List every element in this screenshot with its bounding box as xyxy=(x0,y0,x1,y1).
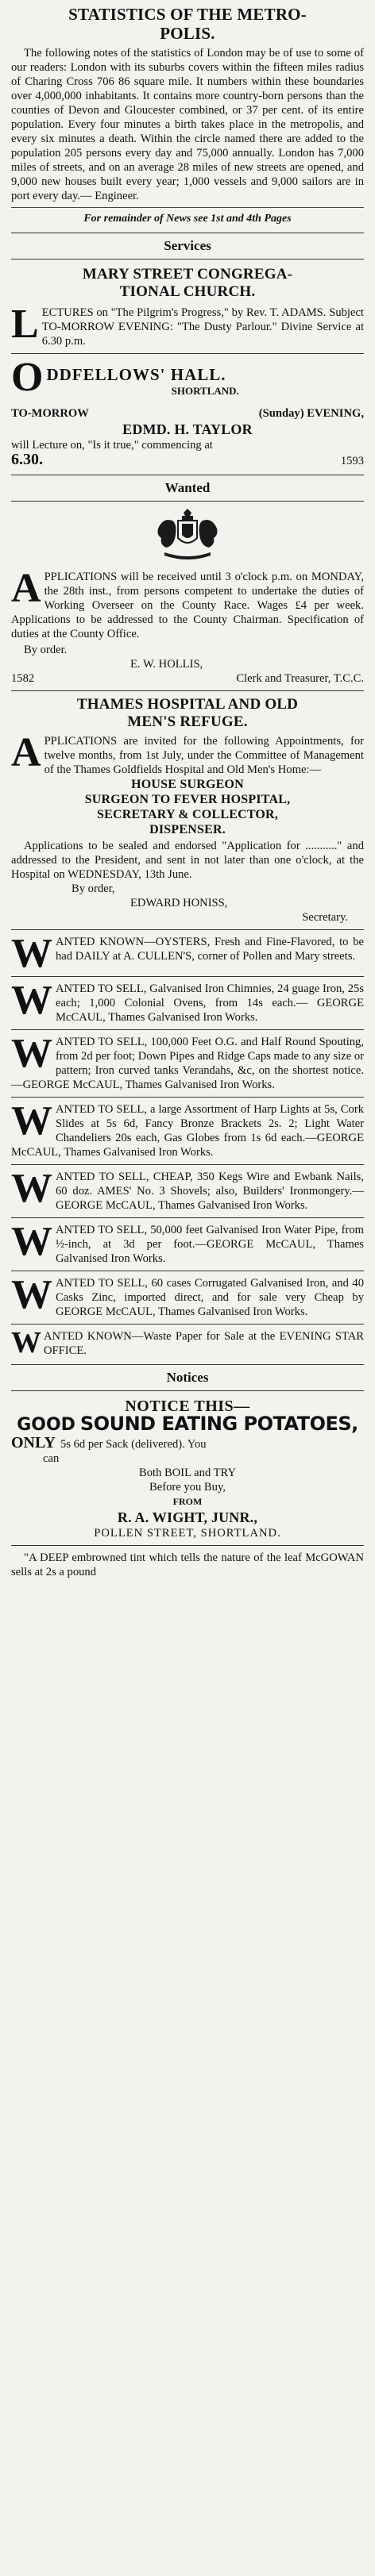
mary-street-ad xyxy=(11,266,364,348)
spouting-ad xyxy=(11,1031,364,1092)
spouting-body: ANTED TO SELL, 100,000 Feet O.G. and Half Round Spouting, from 2d per foot; Down Pipes and Ridge Caps made to any size or pattern; Iron curved tanks Verandahs, &c, on the shortest notice.—GEORGE McCAUL, Thames Galvanised Iron Works. xyxy=(11,1036,364,1091)
dropcap: W xyxy=(11,1272,52,1317)
hospital-position-1: HOUSE SURGEON xyxy=(131,778,244,791)
divider xyxy=(11,207,364,208)
potatoes-title: NOTICE THIS— xyxy=(125,1398,250,1415)
potatoes-line2: Both BOIL and TRY xyxy=(138,1467,237,1479)
waste-paper-ad xyxy=(11,1326,364,1359)
hospital-position-4: DISPENSER. xyxy=(149,823,226,836)
mary-street-body: ECTURES on "The Pilgrim's Progress," by Rev. T. ADAMS. Subject TO-MORROW EVENING: "The Dusty Parlour." Divine Service at 6.30 p.m. xyxy=(41,306,364,348)
overseer-signer: E. W. HOLLIS, xyxy=(130,658,203,671)
water-pipe-ad xyxy=(11,1219,364,1266)
divider xyxy=(11,929,364,930)
overseer-signer-title: Clerk and Treasurer, T.C.C. xyxy=(236,672,364,685)
oddfellows-body: will Lecture on, "Is it true," commencing at xyxy=(11,439,213,452)
harp-lights-ad xyxy=(11,1098,364,1159)
section-wanted: Wanted xyxy=(11,475,364,502)
hospital-title-line1: THAMES HOSPITAL AND OLD xyxy=(76,696,299,713)
statistics-title-line1: STATISTICS OF THE METRO- xyxy=(68,5,307,24)
hospital-signer: EDWARD HONISS, xyxy=(130,897,228,909)
harp-lights-body: ANTED TO SELL, a large Assortment of Harp Lights at 5s, Cork Slides at 5s 6d, Fancy Bronze Brackets 2s. 2; Light Water Chandeliers 20s each, Gas Globes from 1s 6d each.—GEORGE McCAUL, Thames Galvanised Iron Works. xyxy=(11,1103,364,1159)
potatoes-headline: SOUND EATING POTATOES, xyxy=(79,1413,358,1435)
potatoes-only: ONLY xyxy=(11,1434,56,1451)
kegs-wire-ad xyxy=(11,1166,364,1213)
overseer-by-order: By order. xyxy=(24,644,68,656)
kegs-wire-body: ANTED TO SELL, CHEAP, 350 Kegs Wire and Ewbank Nails, 60 doz. AMES' No. 3 Shovels; also, Builders' Ironmongery.—GEORGE McCAUL, Thames Galvanised Iron Works. xyxy=(56,1171,364,1212)
iron-chimnies-ad xyxy=(11,978,364,1025)
overseer-body: PPLICATIONS will be received until 3 o'clock p.m. on MONDAY, the 28th inst., from persons competent to undertake the duties of Working Overseer on the County Race. Wages £4 per week. Applications to be addressed to the County Chairman. Specification of duties at the County Office. xyxy=(11,571,364,640)
potatoes-good: GOOD xyxy=(17,1415,75,1435)
dropcap: W xyxy=(11,1326,41,1359)
hospital-title-line2: MEN'S REFUGE. xyxy=(127,713,248,730)
potatoes-ad xyxy=(11,1398,364,1540)
potatoes-from: FROM xyxy=(172,1496,203,1507)
mary-street-title-line1: MARY STREET CONGREGA- xyxy=(82,266,293,283)
thames-hospital-ad xyxy=(11,696,364,925)
oddfellows-time: 6.30. xyxy=(11,451,43,468)
hospital-position-3: SECRETARY & COLLECTOR, xyxy=(96,808,279,821)
dropcap: W xyxy=(11,1031,52,1076)
news-continued-note: For remainder of News see 1st and 4th Pages xyxy=(83,213,292,225)
overseer-applications-ad xyxy=(11,566,364,686)
oysters-body: ANTED KNOWN—OYSTERS, Fresh and Fine-Flavored, to be had DAILY at A. CULLEN'S, corner of Pollen and Mary streets. xyxy=(56,936,364,963)
dropcap: W xyxy=(11,1219,52,1264)
dropcap: L xyxy=(11,302,39,347)
oysters-ad xyxy=(11,931,364,976)
hospital-position-2: SURGEON TO FEVER HOSPITAL, xyxy=(84,793,291,806)
dropcap: W xyxy=(11,1166,52,1211)
mary-street-title-line2: TIONAL CHURCH. xyxy=(119,283,256,300)
water-pipe-body: ANTED TO SELL, 50,000 feet Galvanised Iron Water Pipe, from ½-inch, at 3d per foot.—GEORGE McCAUL, Thames Galvanised Iron Works. xyxy=(56,1224,364,1265)
oddfellows-speaker: EDMD. H. TAYLOR xyxy=(122,421,253,437)
dropcap: W xyxy=(11,931,52,976)
potatoes-line3: Before you Buy, xyxy=(149,1481,226,1494)
statistics-article xyxy=(11,5,364,226)
hospital-signer-title: Secretary. xyxy=(302,911,348,924)
hospital-body: PPLICATIONS are invited for the following Appointments, for twelve months, from 1st July, under the Committee of Management of the Thames Goldfields Hospital and Old Men's Home:— xyxy=(44,735,364,776)
oddfellows-line-left: TO-MORROW xyxy=(11,407,89,420)
potatoes-price: 5s 6d per Sack (delivered). You xyxy=(60,1438,207,1451)
royal-coat-of-arms-icon xyxy=(152,508,223,563)
divider xyxy=(11,1324,364,1325)
potatoes-merchant: R. A. WIGHT, JUNR., xyxy=(117,1509,258,1525)
hospital-by-order: By order, xyxy=(72,882,115,895)
potatoes-can: can xyxy=(43,1452,60,1465)
oddfellows-subtitle: SHORTLAND. xyxy=(171,385,239,397)
divider xyxy=(11,976,364,977)
divider xyxy=(11,1217,364,1218)
divider xyxy=(11,353,364,354)
oddfellows-ref: 1593 xyxy=(340,455,364,467)
dropcap: A xyxy=(11,730,41,775)
divider xyxy=(11,1029,364,1030)
corrugated-ad xyxy=(11,1272,364,1319)
dropcap: W xyxy=(11,1098,52,1144)
waste-paper-body: ANTED KNOWN—Waste Paper for Sale at the EVENING STAR OFFICE. xyxy=(44,1330,364,1357)
hospital-body-2: Applications to be sealed and endorsed "Application for ..........." and addressed to the President, and sent in not later than one o'clock, at the Hospital on WEDNESDAY, 13th June. xyxy=(11,840,364,881)
dropcap: O xyxy=(11,355,44,400)
divider xyxy=(11,1545,364,1546)
oddfellows-ad xyxy=(11,355,364,468)
divider xyxy=(11,690,364,691)
potatoes-address: POLLEN STREET, SHORTLAND. xyxy=(94,1527,281,1540)
oddfellows-title: DDFELLOWS' HALL. xyxy=(46,365,226,384)
section-services: Services xyxy=(11,233,364,260)
section-notices: Notices xyxy=(11,1364,364,1391)
dropcap: W xyxy=(11,978,52,1023)
divider xyxy=(11,1164,364,1165)
iron-chimnies-body: ANTED TO SELL, Galvanised Iron Chimnies, 24 guage Iron, 25s each; 1,000 Colonial Ovens, from 14s each.— GEORGE McCAUL, Thames Galvanised Iron Works. xyxy=(56,982,364,1024)
statistics-title-line2: POLIS. xyxy=(160,24,215,43)
corrugated-body: ANTED TO SELL, 60 cases Corrugated Galvanised Iron, and 40 Casks Zinc, imported direct, and for sale very Cheap by GEORGE McCAUL, Thames Galvanised Iron Works. xyxy=(56,1277,364,1318)
mcgowan-body: "A DEEP embrowned tint which tells the nature of the leaf McGOWAN sells at 2s a pound xyxy=(11,1551,364,1578)
oddfellows-line-right: (Sunday) EVENING, xyxy=(258,407,364,420)
divider xyxy=(11,1097,364,1098)
mcgowan-ad xyxy=(11,1551,364,1579)
dropcap: A xyxy=(11,566,41,611)
overseer-ref: 1582 xyxy=(11,672,35,685)
statistics-body: The following notes of the statistics of London may be of use to some of our readers: London with its suburbs covers within the fifteen miles radius of Charing Cross 706 86 square mile. It numbers within these boundaries over 4,000,000 inhabitants. It contains more country-born persons than the counties of Devon and Gloucester combined, or 37 per cent. of its entire population. Every four minutes a birth takes place in the metropolis, and every six minutes a death. Within the circle named there are added to the population 205 persons every day and 75,000 annually. London has 7,000 miles of streets, and on an average 28 miles of new streets are opened, and 9,000 new houses built every year; 1,000 vessels and 9,000 sailors are in port every day.— Engineer. xyxy=(11,47,364,202)
